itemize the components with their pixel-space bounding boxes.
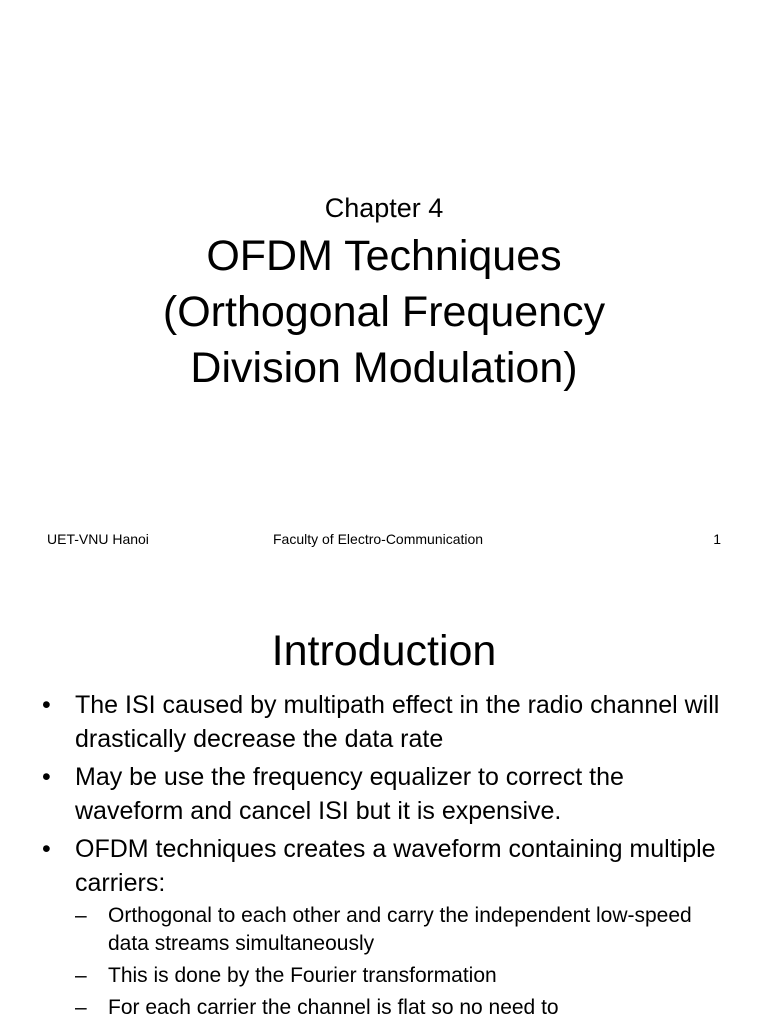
bullet-marker: • [42, 835, 51, 863]
sub-bullet-marker: – [75, 996, 87, 1019]
bullet-text: OFDM techniques creates a waveform containing multiple carriers: [75, 835, 716, 897]
sub-bullet-text: For each carrier the channel is flat so no need to [108, 996, 559, 1019]
slide-title-line-1: OFDM Techniques [206, 232, 562, 280]
sub-bullet-item [75, 994, 730, 1022]
footer-institution: UET-VNU Hanoi [47, 531, 149, 547]
sub-bullet-text: This is done by the Fourier transformation [108, 964, 497, 987]
sub-bullet-marker: – [75, 904, 87, 927]
footer-faculty: Faculty of Electro-Communication [273, 531, 484, 547]
sub-bullet-item [75, 902, 730, 958]
bullet-marker: • [42, 763, 51, 791]
bullet-text: May be use the frequency equalizer to correct the waveform and cancel ISI but it is expensive. [75, 763, 624, 825]
bullet-item [40, 832, 730, 1022]
intro-title: Introduction [271, 627, 497, 675]
slide-title-line-3: Division Modulation) [190, 344, 578, 392]
bullet-text: The ISI caused by multipath effect in the radio channel will drastically decrease the data rate [75, 691, 720, 753]
sub-bullet-item [75, 962, 730, 990]
bullet-item [40, 760, 730, 828]
bullet-list [40, 688, 730, 1024]
sub-bullet-marker: – [75, 964, 87, 987]
chapter-label: Chapter 4 [324, 193, 444, 223]
sub-bullet-text: Orthogonal to each other and carry the independent low-speed data streams simultaneously [108, 904, 692, 955]
slide-title [0, 228, 768, 396]
footer-page-number: 1 [713, 531, 721, 547]
slide-title-line-2: (Orthogonal Frequency [162, 288, 606, 336]
bullet-marker: • [42, 691, 51, 719]
sub-bullet-list [75, 902, 730, 1022]
intro-slide [0, 576, 768, 1024]
bullet-item [40, 688, 730, 756]
